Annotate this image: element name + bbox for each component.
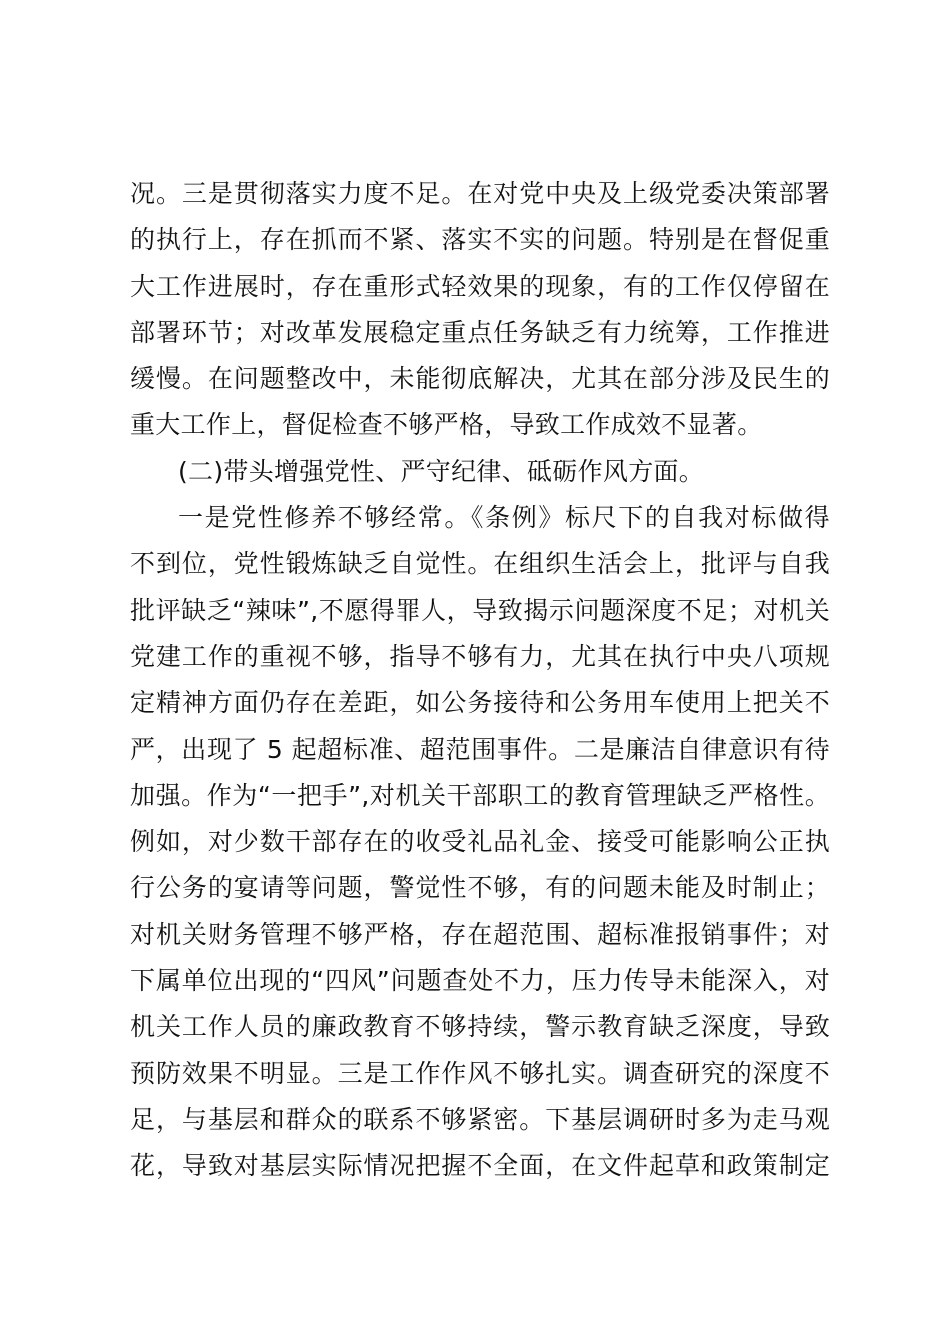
text-line: 预防效果不明显。三是工作作风不够扎实。调查研究的深度不 (130, 1058, 830, 1088)
text-line: 重大工作上，督促检查不够严格，导致工作成效不显著。 (130, 410, 763, 440)
text-line: 花，导致对基层实际情况把握不全面，在文件起草和政策制定 (130, 1151, 830, 1181)
text-line: 党建工作的重视不够，指导不够有力，尤其在执行中央八项规 (130, 641, 830, 671)
text-line: 对机关财务管理不够严格，存在超范围、超标准报销事件；对 (130, 919, 830, 949)
text-line: (二)带头增强党性、严守纪律、砥砺作风方面。 (178, 456, 705, 486)
text-line: 的执行上，存在抓而不紧、落实不实的问题。特别是在督促重 (130, 225, 830, 255)
text-line: 部署环节；对改革发展稳定重点任务缺乏有力统筹，工作推进 (130, 317, 830, 347)
text-line: 大工作进展时，存在重形式轻效果的现象，有的工作仅停留在 (130, 271, 830, 301)
document-body (130, 171, 830, 1190)
text-line: 定精神方面仍存在差距，如公务接待和公务用车使用上把关不 (130, 688, 830, 718)
text-line: 例如，对少数干部存在的收受礼品礼金、接受可能影响公正执 (130, 827, 830, 857)
text-line: 况。三是贯彻落实力度不足。在对党中央及上级党委决策部署 (130, 179, 830, 208)
text-line: 加强。作为“一把手”,对机关干部职工的教育管理缺乏严格性。 (130, 780, 830, 810)
text-line: 行公务的宴请等问题，警觉性不够，有的问题未能及时制止； (130, 873, 830, 903)
text-line: 批评缺乏“辣味”,不愿得罪人，导致揭示问题深度不足；对机关 (130, 595, 830, 625)
text-line: 缓慢。在问题整改中，未能彻底解决，尤其在部分涉及民生的 (130, 364, 830, 394)
text-line: 下属单位出现的“四风”问题查处不力，压力传导未能深入，对 (130, 966, 830, 996)
text-line: 一是党性修养不够经常。《条例》标尺下的自我对标做得 (178, 503, 830, 533)
text-line: 机关工作人员的廉政教育不够持续，警示教育缺乏深度，导致 (130, 1012, 830, 1042)
text-line: 不到位，党性锻炼缺乏自觉性。在组织生活会上，批评与自我 (130, 549, 830, 579)
text-line: 足，与基层和群众的联系不够紧密。下基层调研时多为走马观 (130, 1104, 830, 1134)
text-line: 严，出现了 5 起超标准、超范围事件。二是廉洁自律意识有待 (130, 734, 830, 764)
